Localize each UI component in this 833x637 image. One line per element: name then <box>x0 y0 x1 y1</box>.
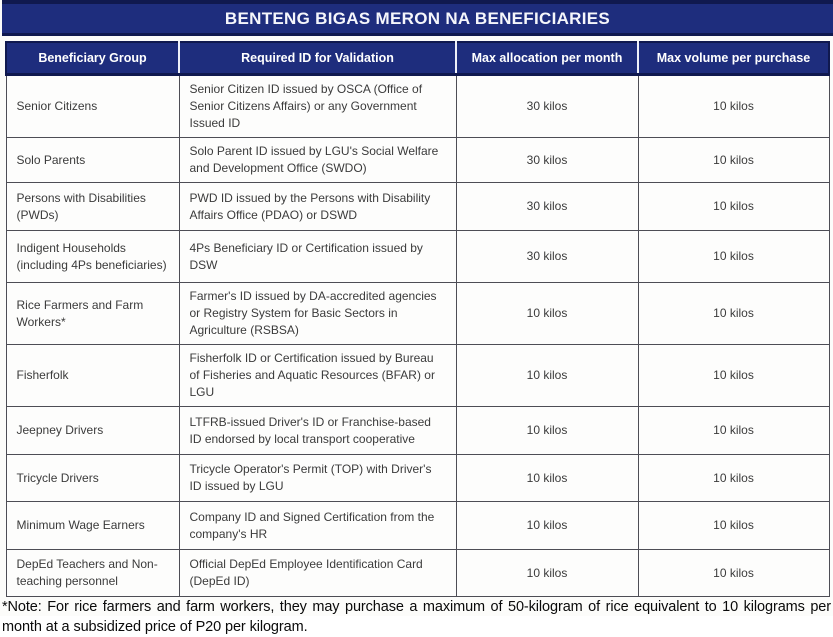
cell-max-allocation: 30 kilos <box>456 231 638 283</box>
cell-required-id: Official DepEd Employee Identification Card (DepEd ID) <box>179 550 456 597</box>
cell-max-volume: 10 kilos <box>638 231 829 283</box>
cell-max-volume: 10 kilos <box>638 283 829 345</box>
cell-required-id: Fisherfolk ID or Certification issued by Bureau of Fisheries and Aquatic Resources (BFAR) or LGU <box>179 345 456 407</box>
cell-beneficiary-group: Indigent Households (including 4Ps beneficiaries) <box>6 231 179 283</box>
col-header-max-volume: Max volume per purchase <box>638 42 829 75</box>
cell-max-allocation: 10 kilos <box>456 455 638 502</box>
table-row <box>6 345 829 407</box>
cell-max-allocation: 10 kilos <box>456 502 638 550</box>
table-row <box>6 502 829 550</box>
cell-max-volume: 10 kilos <box>638 75 829 138</box>
cell-max-volume: 10 kilos <box>638 345 829 407</box>
footnote: *Note: For rice farmers and farm workers, they may purchase a maximum of 50-kilogram of rice equivalent to 10 kilograms per month at a subsidized price of P20 per kilogram. <box>2 599 831 635</box>
cell-beneficiary-group: Jeepney Drivers <box>6 407 179 455</box>
cell-max-volume: 10 kilos <box>638 138 829 183</box>
cell-beneficiary-group: Persons with Disabilities (PWDs) <box>6 183 179 231</box>
col-header-beneficiary-group: Beneficiary Group <box>6 42 179 75</box>
table-row <box>6 75 829 138</box>
col-header-required-id: Required ID for Validation <box>179 42 456 75</box>
cell-beneficiary-group: DepEd Teachers and Non-teaching personnel <box>6 550 179 597</box>
cell-beneficiary-group: Minimum Wage Earners <box>6 502 179 550</box>
cell-max-volume: 10 kilos <box>638 455 829 502</box>
table-body <box>6 75 829 597</box>
table-row <box>6 231 829 283</box>
cell-required-id: Tricycle Operator's Permit (TOP) with Driver's ID issued by LGU <box>179 455 456 502</box>
page-title: BENTENG BIGAS MERON NA BENEFICIARIES <box>224 8 611 28</box>
cell-required-id: Solo Parent ID issued by LGU's Social Welfare and Development Office (SWDO) <box>179 138 456 183</box>
cell-max-volume: 10 kilos <box>638 183 829 231</box>
cell-required-id: 4Ps Beneficiary ID or Certification issued by DSW <box>179 231 456 283</box>
cell-max-volume: 10 kilos <box>638 407 829 455</box>
cell-max-volume: 10 kilos <box>638 502 829 550</box>
cell-max-allocation: 30 kilos <box>456 138 638 183</box>
cell-max-allocation: 10 kilos <box>456 345 638 407</box>
cell-max-allocation: 30 kilos <box>456 75 638 138</box>
beneficiaries-table <box>5 41 830 597</box>
cell-max-allocation: 30 kilos <box>456 183 638 231</box>
table-row <box>6 183 829 231</box>
table-header <box>6 42 829 75</box>
table-row <box>6 407 829 455</box>
cell-beneficiary-group: Senior Citizens <box>6 75 179 138</box>
table-row <box>6 455 829 502</box>
col-header-max-allocation: Max allocation per month <box>456 42 638 75</box>
cell-max-allocation: 10 kilos <box>456 407 638 455</box>
title-bar <box>2 0 833 36</box>
header-row <box>6 42 829 75</box>
cell-required-id: Senior Citizen ID issued by OSCA (Office of Senior Citizens Affairs) or any Government Issued ID <box>179 75 456 138</box>
table-row <box>6 138 829 183</box>
cell-beneficiary-group: Fisherfolk <box>6 345 179 407</box>
table-row <box>6 283 829 345</box>
cell-beneficiary-group: Solo Parents <box>6 138 179 183</box>
cell-required-id: Farmer's ID issued by DA-accredited agencies or Registry System for Basic Sectors in Agriculture (RSBSA) <box>179 283 456 345</box>
cell-beneficiary-group: Tricycle Drivers <box>6 455 179 502</box>
cell-max-allocation: 10 kilos <box>456 283 638 345</box>
cell-beneficiary-group: Rice Farmers and Farm Workers* <box>6 283 179 345</box>
cell-required-id: PWD ID issued by the Persons with Disability Affairs Office (PDAO) or DSWD <box>179 183 456 231</box>
cell-max-allocation: 10 kilos <box>456 550 638 597</box>
cell-required-id: Company ID and Signed Certification from the company's HR <box>179 502 456 550</box>
table-row <box>6 550 829 597</box>
cell-required-id: LTFRB-issued Driver's ID or Franchise-based ID endorsed by local transport cooperative <box>179 407 456 455</box>
cell-max-volume: 10 kilos <box>638 550 829 597</box>
